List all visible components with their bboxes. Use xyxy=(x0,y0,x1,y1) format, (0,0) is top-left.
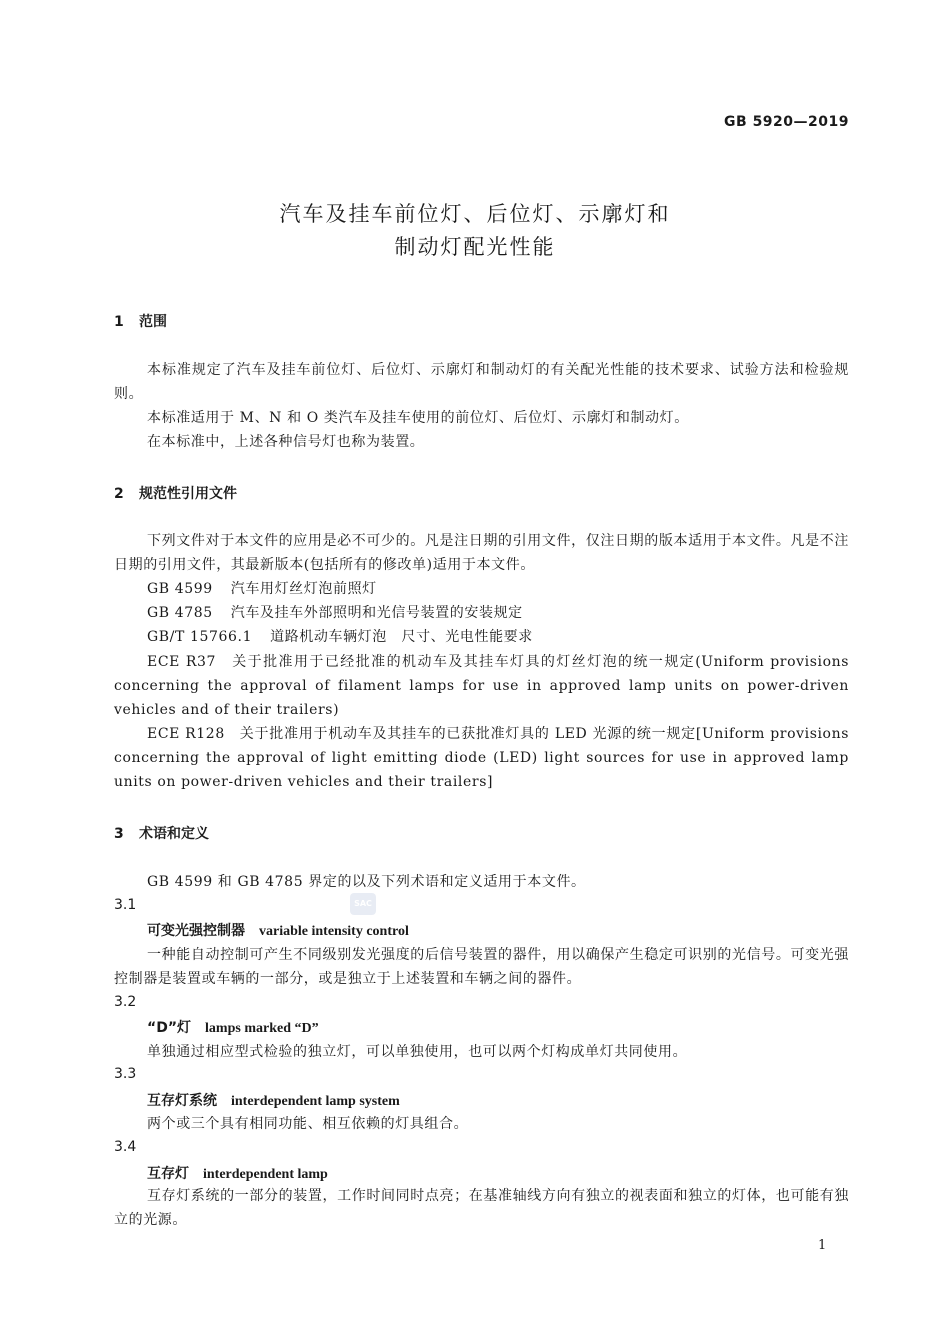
clause-number: 3.3 xyxy=(114,1066,137,1082)
term-heading xyxy=(147,1017,319,1037)
code-number: 5920—2019 xyxy=(752,114,849,130)
term-zh: “D”灯 xyxy=(147,1020,192,1036)
reference-code: GB/T 15766.1 xyxy=(147,629,253,645)
reference-item xyxy=(147,602,523,622)
reference-title: 汽车及挂车外部照明和光信号装置的安装规定 xyxy=(230,605,523,621)
section-title: 范围 xyxy=(139,314,167,330)
term-en: lamps marked “D” xyxy=(205,1021,319,1036)
reference-code: GB 4599 xyxy=(147,581,213,597)
paragraph: GB 4599 和 GB 4785 界定的以及下列术语和定义适用于本文件。 xyxy=(147,874,586,890)
term-zh: 互存灯 xyxy=(147,1166,189,1182)
reference-ece-r37: ECE R37 关于批准用于已经批准的机动车及其挂车灯具的灯丝灯泡的统一规定(Uniform provisions concerning the approval of filament lamps for use in approved lamp units on power-driven vehicles and of their trailers) xyxy=(114,654,849,718)
term-zh: 可变光强控制器 xyxy=(147,923,245,939)
paragraph: 本标准适用于 M、N 和 O 类汽车及挂车使用的前位灯、后位灯、示廓灯和制动灯。 xyxy=(147,410,689,426)
reference-code: GB 4785 xyxy=(147,605,213,621)
term-definition: 单独通过相应型式检验的独立灯，可以单独使用，也可以两个灯构成单灯共同使用。 xyxy=(147,1044,688,1060)
section-title: 术语和定义 xyxy=(139,826,209,842)
reference-title: 道路机动车辆灯泡 尺寸、光电性能要求 xyxy=(270,629,533,645)
clause-number: 3.1 xyxy=(114,897,137,913)
standard-code-header xyxy=(724,114,849,130)
section-number: 3 xyxy=(114,826,124,842)
clause-number: 3.2 xyxy=(114,994,137,1010)
sac-watermark-logo: SAC xyxy=(350,893,376,915)
reference-item xyxy=(147,626,533,646)
term-definition: 互存灯系统的一部分的装置，工作时间同时点亮；在基准轴线方向有独立的视表面和独立的灯体，也可能有独立的光源。 xyxy=(114,1188,849,1228)
term-en: interdependent lamp system xyxy=(231,1094,400,1109)
reference-title: 汽车用灯丝灯泡前照灯 xyxy=(230,581,377,597)
term-zh: 互存灯系统 xyxy=(147,1093,217,1109)
term-heading xyxy=(147,1090,400,1110)
paragraph: 下列文件对于本文件的应用是必不可少的。凡是注日期的引用文件，仅注日期的版本适用于本文件。凡是不注日期的引用文件，其最新版本(包括所有的修改单)适用于本文件。 xyxy=(114,533,849,573)
section-title: 规范性引用文件 xyxy=(139,486,237,502)
term-en: variable intensity control xyxy=(259,924,409,939)
paragraph: 在本标准中，上述各种信号灯也称为装置。 xyxy=(147,434,425,450)
section-2-heading xyxy=(114,483,237,503)
code-prefix: GB xyxy=(724,114,748,130)
section-number: 1 xyxy=(114,314,124,330)
term-definition: 两个或三个具有相同功能、相互依赖的灯具组合。 xyxy=(147,1116,469,1132)
section-1-heading xyxy=(114,311,167,331)
term-heading xyxy=(147,920,409,940)
document-title-line1: 汽车及挂车前位灯、后位灯、示廓灯和 xyxy=(279,202,671,226)
clause-number: 3.4 xyxy=(114,1139,137,1155)
term-heading xyxy=(147,1163,328,1183)
section-3-heading xyxy=(114,823,209,843)
reference-ece-r128: ECE R128 关于批准用于机动车及其挂车的已获批准灯具的 LED 光源的统一规定[Uniform provisions concerning the approval of light emitting diode (LED) light sources for use in approved lamp units on power-driven vehicles and their trailers] xyxy=(114,726,849,790)
paragraph: 本标准规定了汽车及挂车前位灯、后位灯、示廓灯和制动灯的有关配光性能的技术要求、试验方法和检验规则。 xyxy=(114,362,849,402)
page-number: 1 xyxy=(818,1238,827,1253)
term-definition: 一种能自动控制可产生不同级别发光强度的后信号装置的器件，用以确保产生稳定可识别的光信号。可变光强控制器是装置或车辆的一部分，或是独立于上述装置和车辆之间的器件。 xyxy=(114,947,849,987)
section-number: 2 xyxy=(114,486,124,502)
term-en: interdependent lamp xyxy=(203,1167,328,1182)
reference-item xyxy=(147,578,377,598)
document-title-line2: 制动灯配光性能 xyxy=(394,235,556,259)
